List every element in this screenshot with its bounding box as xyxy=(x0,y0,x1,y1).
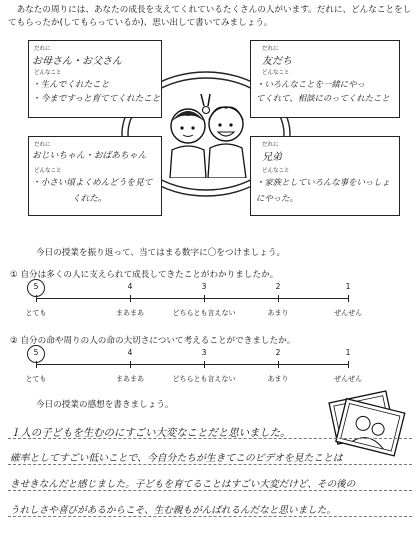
scale-number-1[interactable]: 1 xyxy=(345,348,351,357)
label-what: どんなこと xyxy=(34,168,62,174)
label-what: どんなこと xyxy=(262,168,290,174)
what-line: ・家族としていろんな事をいっしょ xyxy=(256,177,390,187)
scale-number-3[interactable]: 3 xyxy=(201,348,207,357)
question-text: 自分の命や周りの人の命の大切さについて考えることができましたか。 xyxy=(20,336,296,346)
question-mark: ① xyxy=(10,270,18,280)
question-mark: ② xyxy=(10,336,18,346)
scale-line-q1 xyxy=(36,298,348,299)
writing-line xyxy=(8,516,412,517)
scale-number-5[interactable]: 5 xyxy=(33,348,39,357)
question-2 xyxy=(10,334,295,346)
who-text: 友だち xyxy=(262,56,292,67)
what-line: くれた。 xyxy=(72,194,107,204)
scale-tick xyxy=(36,295,37,302)
scale-tick xyxy=(130,361,131,368)
what-line: てくれて、相談にのってくれたこと xyxy=(256,93,390,103)
scale-caption: まあまあ xyxy=(116,309,144,317)
question-1 xyxy=(10,268,278,280)
scale-caption: ぜんぜん xyxy=(334,309,362,317)
label-what: どんなこと xyxy=(262,70,290,76)
label-who: だれに xyxy=(262,46,279,52)
scale-caption: どちらとも言えない xyxy=(172,309,236,317)
scale-caption: あまり xyxy=(267,309,289,317)
writing-line xyxy=(8,490,412,491)
intro-text: あなたの周りには、あなたの成長を支えてくれているたくさんの人がいます。だれに、どんなことをしてもらったか(してもらっているか)、思い出して書いてみましょう。 xyxy=(8,5,412,28)
scale-number-5[interactable]: 5 xyxy=(33,282,39,291)
reflection-line-1: １人の子どもを生むのにすごい大変なことだと思いました。 xyxy=(10,427,291,439)
scale-tick xyxy=(204,295,205,302)
children-illustration xyxy=(160,92,256,178)
scale-tick xyxy=(278,361,279,368)
photos-illustration xyxy=(318,388,412,458)
who-text: お母さん・お父さん xyxy=(32,56,122,67)
scale-tick xyxy=(348,361,349,368)
what-line: ・生んでくれたこと xyxy=(32,80,110,90)
scale-caption: どちらとも言えない xyxy=(172,375,236,383)
label-who: だれに xyxy=(34,46,51,52)
question-text: 自分は多くの人に支えられて成長してきたことがわかりましたか。 xyxy=(20,270,279,280)
reflection-line-2: 確率としてすごい低いことで、今自分たちが生きてこのビデオを見たことは xyxy=(10,453,343,464)
scale-caption: ぜんぜん xyxy=(334,375,362,383)
scale-number-3[interactable]: 3 xyxy=(201,282,207,291)
what-line: ・いろんなことを一緒にやっ xyxy=(256,79,365,89)
writing-line xyxy=(8,464,412,465)
scale-number-2[interactable]: 2 xyxy=(275,348,281,357)
scale-instruction: 今日の授業を振り返って、当てはまる数字に〇をつけましょう。 xyxy=(36,248,286,258)
scale-tick xyxy=(278,295,279,302)
label-who: だれに xyxy=(34,142,51,148)
scale-line-q2 xyxy=(36,364,348,365)
reflection-prompt: 今日の授業の感想を書きましょう。 xyxy=(36,400,174,410)
scale-caption: とても xyxy=(25,309,47,317)
scale-caption: とても xyxy=(25,375,47,383)
scale-tick xyxy=(130,295,131,302)
reflection-line-4: うれしさや喜びがあるからこそ、生む親もがんばれるんだなと思いました。 xyxy=(10,505,336,516)
what-line: ・小さい頃よくめんどうを見て xyxy=(32,178,153,188)
scale-caption: あまり xyxy=(267,375,289,383)
who-text: おじいちゃん・おばあちゃん xyxy=(32,151,147,161)
scale-number-4[interactable]: 4 xyxy=(127,348,133,357)
scale-tick xyxy=(36,361,37,368)
what-line: にやった。 xyxy=(256,193,298,203)
scale-tick xyxy=(348,295,349,302)
what-line: ・今まですっと育ててくれたこと xyxy=(32,94,161,104)
reflection-line-3: きせきなんだと感じました。子どもを育てることはすごい大変だけど、その後の xyxy=(10,479,356,490)
label-who: だれに xyxy=(262,142,279,148)
scale-tick xyxy=(204,361,205,368)
who-text: 兄弟 xyxy=(262,152,282,163)
scale-number-2[interactable]: 2 xyxy=(275,282,281,291)
scale-number-4[interactable]: 4 xyxy=(127,282,133,291)
label-what: どんなこと xyxy=(34,70,62,76)
scale-number-1[interactable]: 1 xyxy=(345,282,351,291)
scale-caption: まあまあ xyxy=(116,375,144,383)
